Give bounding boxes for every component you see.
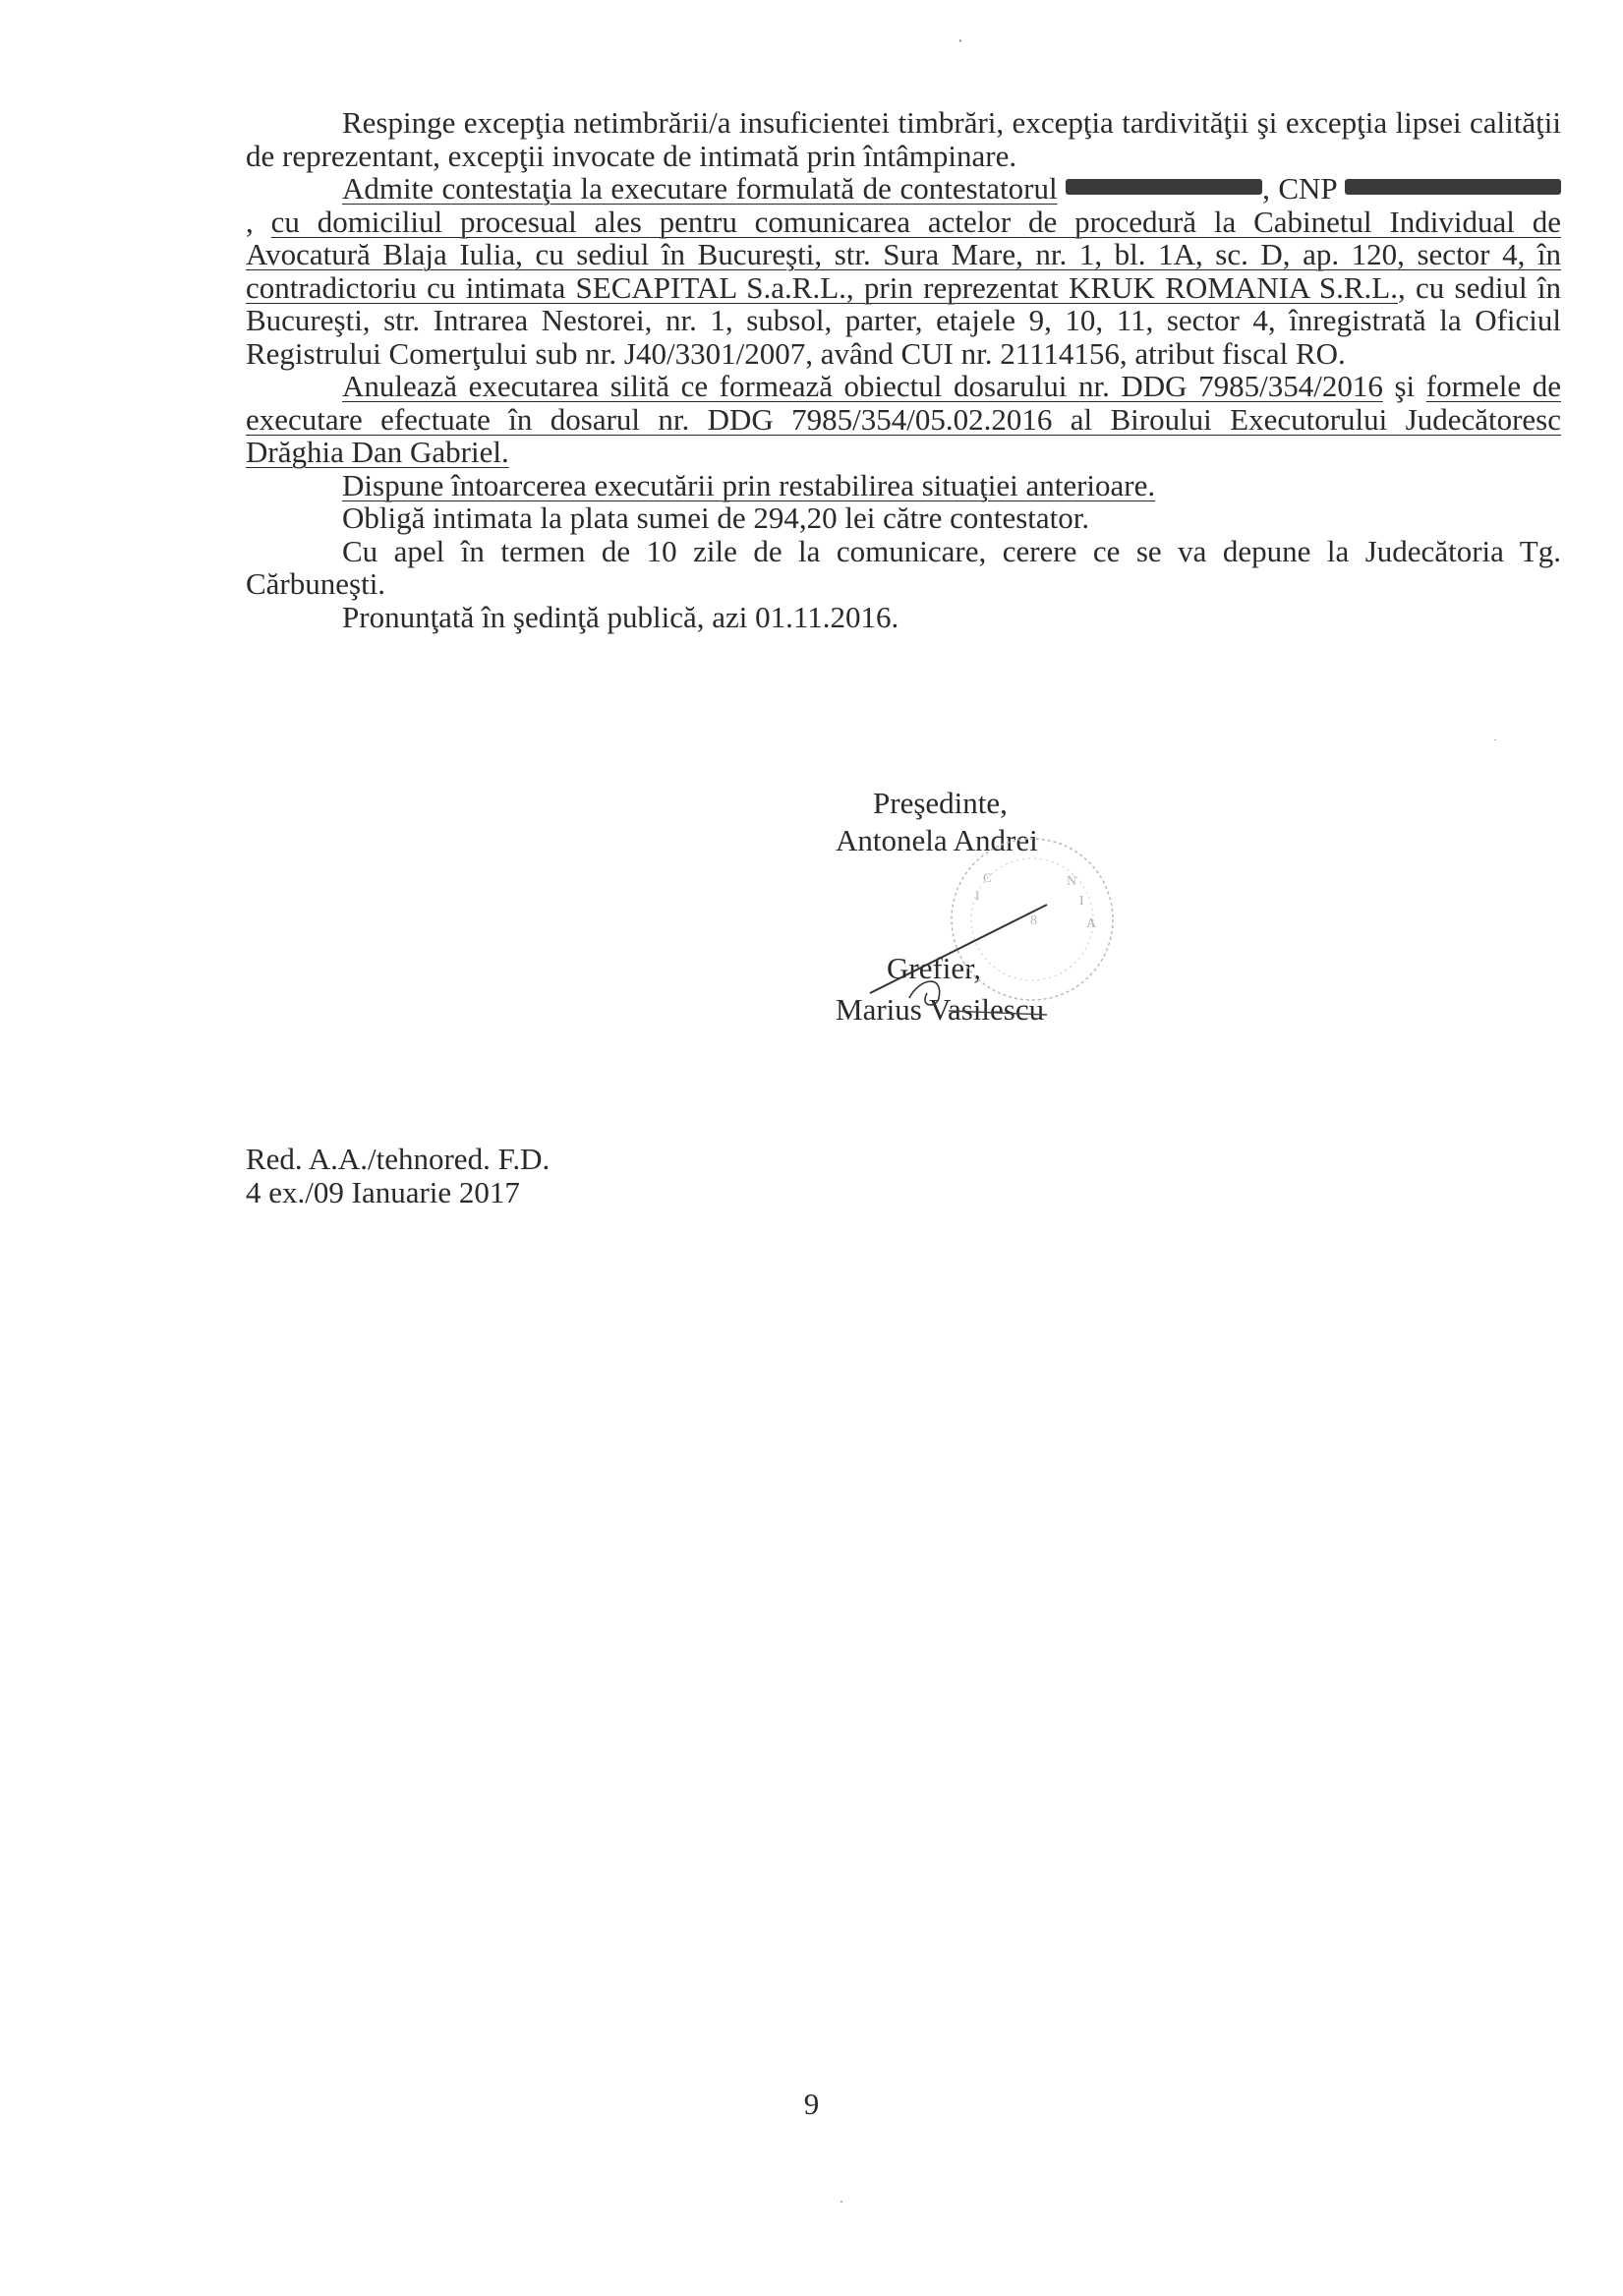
- redaction-mark: [1345, 179, 1561, 195]
- svg-text:I: I: [975, 888, 980, 903]
- paragraph-segment: Dispune întoarcerea executării prin restabilirea situaţiei anterioare.: [342, 467, 1156, 502]
- svg-text:8: 8: [1030, 913, 1037, 928]
- signature-block: [816, 787, 1150, 1062]
- paragraph-segment: Pronunţată în şedinţă publică, azi 01.11.2016.: [342, 599, 899, 634]
- paragraph-segment: , cu sediul în Bucureşti, str. Intrarea Nestorei, nr. 1, subsol, parter, etajele 9, 10, 11, sector 4, înregistrată la Oficiul Registrului Comerţului sub nr. J40/3301/2007, având CUI nr. 21114156, atribut fiscal RO.: [246, 269, 1561, 371]
- paragraph-segment: şi: [1382, 369, 1426, 403]
- ruling-paragraph: [246, 172, 1561, 370]
- ruling-paragraph: [246, 469, 1561, 502]
- ruling-paragraph: [246, 535, 1561, 601]
- paragraph-segment: formele de executare efectuate în dosarul nr. DDG 7985/354/05.02.2016 al Biroului Executorului Judecătoresc Drăghia Dan Gabriel.: [246, 369, 1561, 469]
- ruling-paragraph: [246, 501, 1561, 535]
- paragraph-segment: Cu apel în termen de 10 zile de la comunicare, cerere ce se va depune la Judecătoria Tg. Cărbuneşti.: [246, 533, 1561, 601]
- paragraph-segment: Admite contestaţia la executare formulată de contestatorul: [342, 171, 1058, 206]
- editorial-reference: [246, 1143, 550, 1208]
- ruling-paragraph: [246, 601, 1561, 634]
- signature-scribble-icon: [850, 885, 1086, 1023]
- paragraph-segment: Anulează executarea silită ce formează obiectul dosarului nr. DDG 7985/354/2016: [342, 369, 1383, 403]
- editor-line: Red. A.A./tehnored. F.D.: [246, 1142, 551, 1176]
- ruling-paragraph: [246, 370, 1561, 469]
- page-number: 9: [803, 2087, 820, 2121]
- paragraph-segment: ,: [246, 204, 271, 239]
- ruling-paragraph: [246, 106, 1561, 172]
- scan-speck: [959, 39, 961, 42]
- svg-text:A: A: [1086, 916, 1097, 931]
- scan-speck: [840, 2201, 842, 2203]
- paragraph-segment: Respinge excepţia netimbrării/a insuficientei timbrări, excepţia tardivităţii şi excepţia lipsei calităţii de reprezentant, excepţii invocate de intimată prin întâmpinare.: [246, 105, 1561, 173]
- svg-text:N: N: [1067, 874, 1077, 889]
- svg-text:I: I: [1079, 894, 1084, 909]
- paragraph-segment: [1058, 171, 1067, 206]
- redaction-mark: [1066, 179, 1262, 195]
- clerk-title: Grefier,: [887, 951, 981, 985]
- copies-line: 4 ex./09 Ianuarie 2017: [246, 1174, 520, 1209]
- president-title: Preşedinte,: [873, 786, 1008, 820]
- clerk-name: Marius Vasilescu: [836, 992, 1045, 1027]
- paragraph-segment: , CNP: [1262, 171, 1345, 206]
- ruling-text: [246, 106, 1561, 633]
- president-name: Antonela Andrei: [836, 823, 1038, 857]
- scan-speck: [1494, 739, 1496, 740]
- svg-text:C: C: [983, 870, 992, 885]
- paragraph-segment: cu domiciliul procesual ales pentru comunicarea actelor de procedură la Cabinetul Individual de Avocatură Blaja Iulia, cu sediul în Bucureşti, str. Sura Mare, nr. 1, bl. 1A, sc. D, ap. 120, sector 4, în contradictoriu cu intimata SECAPITAL S.a.R.L., prin reprezentat KRUK ROMANIA S.R.L.: [246, 204, 1561, 305]
- paragraph-segment: Obligă intimata la plata sumei de 294,20 lei către contestator.: [342, 500, 1090, 535]
